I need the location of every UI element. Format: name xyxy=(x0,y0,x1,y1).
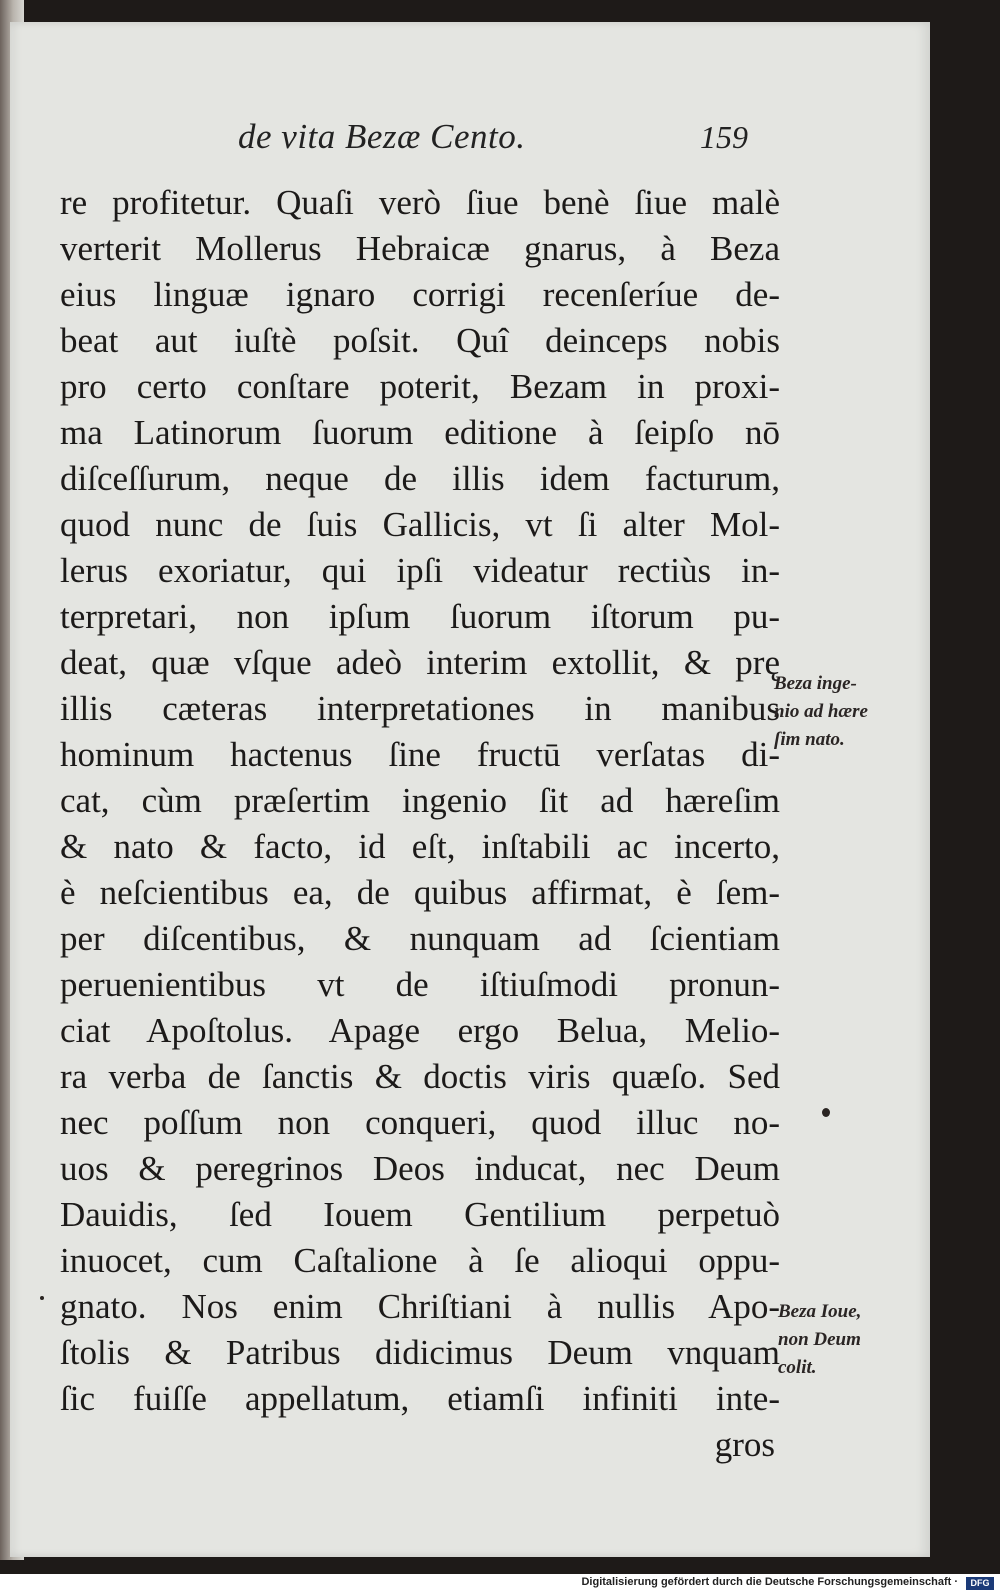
text-line: uos & peregrinos Deos inducat, nec Deum xyxy=(60,1149,780,1188)
running-head xyxy=(10,117,930,167)
ink-speck xyxy=(822,1108,830,1117)
text-line: & nato & facto, id eſt, inſtabili ac incerto, xyxy=(60,827,780,866)
text-line: eius linguæ ignaro corrigi recenſeríue de- xyxy=(60,275,780,314)
text-line: cat, cùm præſertim ingenio ſit ad hæreſim xyxy=(60,781,780,820)
text-line: ra verba de ſanctis & doctis viris quæſo. Sed xyxy=(60,1057,780,1096)
margin-note xyxy=(774,670,868,754)
text-line: beat aut iuſtè poſsit. Quî deinceps nobis xyxy=(60,321,780,360)
text-line: ciat Apoſtolus. Apage ergo Belua, Melio- xyxy=(60,1011,780,1050)
footer-bar xyxy=(0,1574,1000,1594)
text-line: diſceſſurum, neque de illis idem facturum, xyxy=(60,459,780,498)
text-line: peruenientibus vt de iſtiuſmodi pronun- xyxy=(60,965,780,1004)
margin-note-line: non Deum xyxy=(778,1329,861,1350)
catchword: gros xyxy=(714,1425,775,1464)
text-line: terpretari, non ipſum ſuorum iſtorum pu- xyxy=(60,597,780,636)
margin-note-line: Beza inge- xyxy=(774,673,857,694)
margin-note-line: colit. xyxy=(778,1357,817,1378)
text-line: pro certo conſtare poterit, Bezam in proxi- xyxy=(60,367,780,406)
margin-note-line: Beza Ioue, xyxy=(778,1301,862,1322)
page-number: 159 xyxy=(700,119,748,155)
dfg-logo: DFG xyxy=(966,1577,994,1590)
margin-note-line: nio ad hære xyxy=(774,701,868,722)
text-line: nec poſſum non conqueri, quod illuc no- xyxy=(60,1103,780,1142)
text-line: deat, quæ vſque adeò interim extollit, & prę xyxy=(60,643,780,682)
text-line: Dauidis, ſed Iouem Gentilium perpetuò xyxy=(60,1195,780,1234)
running-head-title: de vita Bezæ Cento. xyxy=(238,117,526,156)
text-line: lerus exoriatur, qui ipſi videatur rectiùs in- xyxy=(60,551,780,590)
text-line: re profitetur. Quaſi verò ſiue benè ſiue malè xyxy=(60,183,780,222)
funding-credit: Digitalisierung gefördert durch die Deutsche Forschungsgemeinschaft · xyxy=(581,1576,958,1588)
text-line: per diſcentibus, & nunquam ad ſcientiam xyxy=(60,919,780,958)
ink-speck xyxy=(40,1296,44,1300)
margin-note xyxy=(778,1298,861,1382)
text-line: ma Latinorum ſuorum editione à ſeipſo nō xyxy=(60,413,780,452)
text-line: verterit Mollerus Hebraicæ gnarus, à Beza xyxy=(60,229,780,268)
margin-note-line: ſim nato. xyxy=(774,729,845,750)
text-line: hominum hactenus ſine fructū verſatas di- xyxy=(60,735,780,774)
text-line: ſic fuiſſe appellatum, etiamſi infiniti inte- xyxy=(60,1379,780,1418)
text-line: è neſcientibus ea, de quibus affirmat, è ſem- xyxy=(60,873,780,912)
text-line: ſtolis & Patribus didicimus Deum vnquam xyxy=(60,1333,780,1372)
text-line: gnato. Nos enim Chriſtiani à nullis Apo- xyxy=(60,1287,780,1326)
text-line: inuocet, cum Caſtalione à ſe alioqui oppu- xyxy=(60,1241,780,1280)
text-line: illis cæteras interpretationes in manibus xyxy=(60,689,780,728)
main-text xyxy=(60,180,780,1468)
book-page xyxy=(10,22,930,1557)
text-line: quod nunc de ſuis Gallicis, vt ſi alter Mol- xyxy=(60,505,780,544)
